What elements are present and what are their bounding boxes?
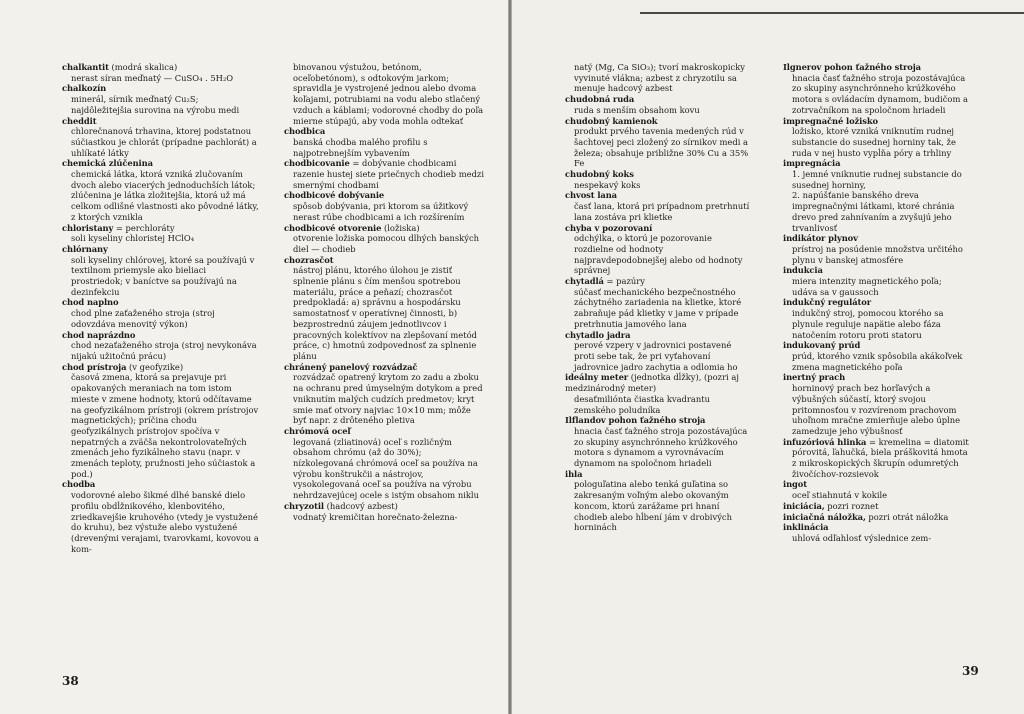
entry-heading bbox=[783, 116, 969, 127]
glossary-entry bbox=[783, 297, 969, 340]
entry-heading bbox=[565, 276, 751, 287]
entry-term: chlórnany bbox=[62, 243, 108, 254]
entry-heading bbox=[62, 62, 260, 73]
entry-qualifier: = pazúry bbox=[603, 276, 645, 287]
glossary-entry bbox=[783, 265, 969, 297]
entry-heading bbox=[284, 426, 484, 437]
glossary-entry bbox=[783, 437, 969, 480]
entry-term: chozrasčot bbox=[284, 254, 334, 265]
glossary-entry bbox=[62, 479, 260, 554]
entry-definition: rozvádzač opatrený krytom zo zadu a zboku na ochranu pred úmyselným dotykom a pred vniknutím malých cudzích predmetov; kryt smie mať otvory najviac 10×10 mm; môže byť napr. z drôteného pletiva bbox=[293, 372, 483, 426]
glossary-entry bbox=[783, 501, 969, 512]
entry-term: chod naprázdno bbox=[62, 329, 136, 340]
glossary-entry bbox=[783, 512, 969, 523]
entry-heading bbox=[284, 158, 484, 169]
entry-definition: desaťmiliónta čiastka kvadrantu zemského poludníka bbox=[574, 393, 710, 415]
glossary-entry bbox=[565, 469, 751, 533]
entry-heading bbox=[62, 83, 260, 94]
entry-definition: vodnatý kremičitan horečnato-železna- bbox=[293, 511, 458, 522]
entry-term: chránený panelový rozvádzač bbox=[284, 361, 418, 372]
entry-qualifier: = dobývanie chodbicami bbox=[349, 158, 457, 169]
left-page-column-2 bbox=[284, 62, 484, 522]
glossary-entry bbox=[783, 340, 969, 372]
entry-definition: chod plne zaťaženého stroja (stroj odovzdáva menovitý výkon) bbox=[71, 308, 215, 329]
entry-definition: prúd, ktorého vznik spôsobila akákoľvek zmena magnetického poľa bbox=[792, 350, 963, 372]
glossary-entry bbox=[62, 62, 260, 83]
entry-heading bbox=[783, 233, 969, 244]
glossary-entry bbox=[783, 158, 969, 233]
entry-term: chrómová oceľ bbox=[284, 425, 351, 436]
entry-definition: soli kyseliny chlórovej, ktoré sa používajú v textilnom priemysle ako bieliaci prostriedok; v baníctve sa používajú na dezinfekciu bbox=[71, 254, 255, 297]
entry-definition: nerast síran meďnatý — CuSO₄ . 5H₂O bbox=[71, 72, 234, 83]
glossary-entry bbox=[565, 190, 751, 222]
entry-term: chod naplno bbox=[62, 297, 119, 308]
entry-heading bbox=[783, 522, 969, 533]
entry-qualifier: (hadcový azbest) bbox=[324, 500, 398, 511]
glossary-entry bbox=[565, 276, 751, 330]
entry-heading bbox=[565, 372, 751, 393]
entry-definition: razenie hustej siete priečnych chodieb medzi smernými chodbami bbox=[293, 169, 484, 190]
entry-definition: horninový prach bez horľavých a výbušných súčastí, ktorý svojou pritomnosťou v rozvírenom prachovom uhoľnom mračne zmierňuje alebo úplne zamedzuje jeho výbušnosť bbox=[792, 383, 961, 436]
entry-qualifier: (modrá skalica) bbox=[108, 62, 178, 72]
glossary-entry bbox=[284, 362, 484, 426]
entry-definition: časová zmena, ktorá sa prejavuje pri opakovaných meraniach na tom istom mieste v zmene hodnoty, ktorú odčítavame na geofyzikálnom prístroji (okrem prístrojov magnetických); príčina chodu geofyzikálnych prístrojov spočíva v nepatrných a zväčša nekontrolovateľných zmenách jeho fyzikálneho stavu (napr. v zmenách teploty, pružnosti jeho súčiastok a pod.) bbox=[71, 372, 259, 479]
glossary-entry bbox=[565, 169, 751, 190]
entry-definition: ložisko, ktoré vzniká vniknutím rudnej substancie do susednej horniny tak, že ruda v nej husto vypĺňa póry a trhliny bbox=[792, 126, 956, 158]
entry-definition: hnacia časť ťažného stroja pozostávajúca zo skupiny asynchrónneho krúžkového motora s dynamom a vyrovnávacím dynamom na spoločnom hriadeli bbox=[574, 425, 748, 469]
entry-heading bbox=[565, 169, 751, 180]
glossary-entry bbox=[284, 62, 484, 126]
entry-heading bbox=[565, 223, 751, 234]
glossary-entry bbox=[62, 83, 260, 115]
entry-term: ihla bbox=[565, 468, 583, 479]
glossary-entry bbox=[284, 190, 484, 222]
entry-term: cheddit bbox=[62, 115, 97, 126]
entry-heading bbox=[783, 340, 969, 351]
glossary-entry bbox=[565, 62, 751, 94]
entry-heading bbox=[284, 255, 484, 266]
entry-heading bbox=[783, 479, 969, 490]
entry-definition: spôsob dobývania, pri ktorom sa úžitkový nerast rúbe chodbicami a ich rozšírením bbox=[293, 201, 469, 222]
entry-definition: legovaná (zliatinová) oceľ s rozličným obsahom chrómu (až do 30%); nízkolegovaná chrómová oceľ sa používa na výrobu konštrukčii a nástrojov, vysokolegovaná oceľ sa používa na výrobu nehrdzavejúcej ocele s istým obsahom niklu bbox=[293, 436, 479, 501]
entry-heading bbox=[284, 501, 484, 512]
entry-definition: miera intenzity magnetického poľa; udáva sa v gaussoch bbox=[792, 276, 942, 297]
glossary-entry bbox=[783, 479, 969, 500]
glossary-entry bbox=[783, 522, 969, 543]
entry-heading bbox=[565, 94, 751, 105]
glossary-entry bbox=[565, 415, 751, 469]
entry-definition: natý (Mg, Ca SiO₃); tvorí makroskopicky vyvinuté vlákna; azbest z chryzotilu sa menuje hadcový azbest bbox=[574, 62, 745, 94]
glossary-entry bbox=[783, 62, 969, 116]
entry-definition: chlorečnanová trhavina, ktorej podstatnou súčiastkou je chlorát (prípadne pachlorát) a uhlíkaté látky bbox=[71, 126, 257, 158]
entry-definition: pórovitá, ľahučká, biela práškovitá hmota z mikroskopických škrupín odumretých živočíchov-rozsievok bbox=[792, 447, 968, 479]
entry-heading bbox=[565, 190, 751, 201]
entry-definition: perové vzpery v jadrovnici postavené proti sebe tak, že pri vyťahovaní jadrovnice jadro zachytia a odlomia ho bbox=[574, 340, 738, 372]
entry-term: chudobný koks bbox=[565, 169, 634, 180]
entry-term: ideálny meter bbox=[565, 372, 629, 383]
entry-qualifier: (jednotka dĺžky), (pozri aj medzinárodný meter) bbox=[565, 372, 739, 394]
entry-definition: oceľ stiahnutá v kokile bbox=[792, 490, 888, 501]
entry-qualifier: = perchloráty bbox=[113, 222, 175, 233]
entry-term: Ilgnerov pohon ťažného stroja bbox=[783, 62, 921, 72]
entry-qualifier: (v geofyzike) bbox=[126, 361, 184, 372]
entry-heading bbox=[783, 501, 969, 512]
entry-definition: otvorenie ložiska pomocou dlhých banských diel — chodieb bbox=[293, 233, 479, 254]
entry-definition: prístroj na posúdenie množstva určitého plynu v banskej atmosfére bbox=[792, 243, 963, 265]
entry-heading bbox=[62, 479, 260, 490]
entry-term: inklinácia bbox=[783, 522, 829, 533]
entry-term: chryzotil bbox=[284, 500, 324, 511]
glossary-entry bbox=[284, 223, 484, 255]
entry-term: iniciačná náložka, bbox=[783, 511, 866, 522]
entry-heading bbox=[62, 223, 260, 234]
entry-definition: minerál, sírnik meďnatý Cu₂S; najdôležitejšia surovina na výrobu medi bbox=[71, 94, 240, 115]
entry-term: chodba bbox=[62, 479, 96, 490]
entry-heading bbox=[62, 330, 260, 341]
entry-definition: odchýlka, o ktorú je pozorovanie rozdielne od hodnoty najpravdepodobnejšej alebo od hodnoty správnej bbox=[574, 233, 743, 276]
glossary-entry bbox=[62, 330, 260, 362]
entry-term: chudobný kamienok bbox=[565, 115, 658, 126]
entry-heading bbox=[783, 62, 969, 73]
glossary-entry bbox=[565, 223, 751, 277]
entry-heading bbox=[783, 437, 969, 448]
entry-term: chytadlá bbox=[565, 276, 604, 287]
entry-term: chudobná ruda bbox=[565, 94, 635, 105]
entry-term: chodbicové otvorenie bbox=[284, 222, 382, 233]
entry-heading bbox=[284, 126, 484, 137]
entry-heading bbox=[62, 297, 260, 308]
glossary-entry bbox=[783, 233, 969, 265]
entry-heading bbox=[284, 223, 484, 234]
entry-heading bbox=[783, 265, 969, 276]
glossary-entry bbox=[284, 126, 484, 158]
entry-term: indukčný regulátor bbox=[783, 297, 872, 308]
glossary-entry bbox=[284, 426, 484, 501]
entry-term: chodbicovanie bbox=[284, 158, 350, 169]
glossary-entry bbox=[62, 297, 260, 329]
entry-definition: nástroj plánu, ktorého úlohou je zistiť splnenie plánu s čím menšou spotrebou materiálu, práce a peňazí; chozrasčot predpokladá: a) správnu a hospodársku samostatnosť v operatívnej činnosti, b) bezprostrednú záujem jednotlivcov i pracovných kolektívov na zlepšovaní metód práce, c) hmotnú zodpovednosť za splnenie plánu bbox=[293, 265, 477, 361]
left-page-column-1 bbox=[62, 62, 260, 554]
entry-term: iniciácia, bbox=[783, 500, 825, 511]
entry-heading bbox=[62, 158, 260, 169]
entry-heading bbox=[565, 415, 751, 426]
entry-definition: uhlová odľahlosť výslednice zem- bbox=[792, 532, 932, 543]
entry-heading bbox=[62, 244, 260, 255]
entry-qualifier: = kremelina = diatomit bbox=[866, 436, 969, 447]
entry-definition: vodorovné alebo šikmé dlhé banské dielo profilu obdĺžnikového, klenbovitého, zriedkavejšie kruhového (vtedy je vystužené do kruhu), bez výstuže alebo vystužené (drevenými verajami, tvarovkami, kovovou a kom- bbox=[71, 490, 259, 554]
glossary-entry bbox=[62, 116, 260, 159]
glossary-entry bbox=[565, 94, 751, 115]
entry-definition: chemická látka, ktorá vzniká zlučovaním dvoch alebo viacerých jednoduchších látok; zlúčenina je látka zložitejšia, ktorá už má celkom odlišné vlastnosti ako pôvodné látky, z ktorých vznikla bbox=[71, 169, 259, 222]
entry-term: impregnačné ložisko bbox=[783, 115, 878, 126]
entry-definition: chod nezaťaženého stroja (stroj nevykonáva nijakú užitočnú prácu) bbox=[71, 340, 257, 361]
entry-heading bbox=[284, 362, 484, 373]
entry-definition: produkt prvého tavenia medených rúd v šachtovej peci zložený zo sírnikov medi a železa; obsahuje približne 30% Cu a 35% Fe bbox=[574, 126, 749, 169]
entry-heading bbox=[284, 190, 484, 201]
entry-definition: binovanou výstužou, betónom, oceľobetónom), s odtokovým jarkom; spravidla je vystrojené jednou alebo dvoma koľajami, potrubiami na vodu alebo stlačený vzduch a káblami; vodorovné chodby do poľa mierne stúpajú, aby voda mohla odtekať bbox=[293, 62, 484, 126]
entry-definition: časť lana, ktorá pri prípadnom pretrhnutí lana zostáva pri klietke bbox=[574, 201, 750, 222]
glossary-entry bbox=[783, 372, 969, 436]
entry-definition: banská chodba malého profilu s najpotrebnejším vybavením bbox=[293, 136, 428, 158]
entry-definition: ruda s menším obsahom kovu bbox=[574, 104, 700, 115]
book-gutter bbox=[508, 0, 512, 714]
entry-term: chloristany bbox=[62, 222, 114, 233]
entry-qualifier: pozri roznet bbox=[824, 500, 879, 511]
entry-term: indukovaný prúd bbox=[783, 340, 861, 351]
entry-heading bbox=[565, 330, 751, 341]
entry-term: ingot bbox=[783, 479, 807, 490]
entry-definition: indukčný stroj, pomocou ktorého sa plynule reguluje napätie alebo fáza natočením rotoru proti statoru bbox=[792, 308, 944, 340]
entry-term: indikátor plynov bbox=[783, 233, 858, 244]
entry-definition: soli kyseliny chloristej HClO₄ bbox=[71, 233, 195, 244]
glossary-entry bbox=[62, 362, 260, 480]
entry-definition: nespekavý koks bbox=[574, 179, 641, 190]
entry-term: chod prístroja bbox=[62, 361, 127, 372]
glossary-entry bbox=[783, 116, 969, 159]
entry-term: chodbicové dobývanie bbox=[284, 190, 385, 201]
entry-definition: hnacia časť ťažného stroja pozostávajúca zo skupiny asynchrónneho krúžkového motora s ovládacím dynamom, budičom a zotrvačníkom na spoločnom hriadeli bbox=[792, 72, 968, 115]
entry-term: chalkantit bbox=[62, 62, 109, 72]
entry-heading bbox=[62, 116, 260, 127]
right-page-column-2 bbox=[783, 62, 969, 544]
entry-heading bbox=[783, 297, 969, 308]
glossary-entry bbox=[62, 158, 260, 222]
right-page-column-1 bbox=[565, 62, 751, 533]
entry-term: chemická zlúčenina bbox=[62, 158, 153, 169]
glossary-entry bbox=[284, 501, 484, 522]
entry-term: chyba v pozorovaní bbox=[565, 222, 653, 233]
entry-term: infuzóriová hlinka bbox=[783, 436, 867, 447]
glossary-entry bbox=[62, 244, 260, 298]
entry-term: chytadlo jadra bbox=[565, 329, 631, 340]
entry-heading bbox=[565, 469, 751, 480]
entry-heading bbox=[62, 362, 260, 373]
entry-definition: súčasť mechanického bezpečnostného záchytného zariadenia na klietke, ktoré zabraňuje pád klietky v jame v prípade pretrhnutia jamového lana bbox=[574, 286, 742, 329]
page-number-right: 39 bbox=[962, 664, 979, 678]
entry-qualifier: (ložiska) bbox=[381, 222, 420, 233]
entry-term: inertný prach bbox=[783, 372, 846, 383]
entry-term: chodbica bbox=[284, 126, 326, 137]
entry-term: Ilflandov pohon ťažného stroja bbox=[565, 415, 706, 426]
entry-heading bbox=[783, 512, 969, 523]
top-rule bbox=[640, 12, 1024, 14]
glossary-entry bbox=[565, 330, 751, 373]
glossary-entry bbox=[565, 372, 751, 415]
entry-qualifier: pozri otrát náložka bbox=[865, 511, 949, 522]
glossary-entry bbox=[565, 116, 751, 170]
entry-heading bbox=[565, 116, 751, 127]
entry-term: chvost lana bbox=[565, 190, 617, 201]
entry-term: indukcia bbox=[783, 265, 823, 276]
entry-definition: pologuľatina alebo tenká guľatina so zakresaným voľným alebo okovaným koncom, ktorú zarážame pri hnaní chodieb alebo hĺbení jám v drobivých horninách bbox=[574, 479, 732, 533]
entry-heading bbox=[783, 372, 969, 383]
glossary-entry bbox=[284, 255, 484, 362]
entry-heading bbox=[783, 158, 969, 169]
entry-term: chalkozín bbox=[62, 83, 107, 94]
glossary-entry bbox=[62, 223, 260, 244]
page-number-left: 38 bbox=[62, 674, 79, 688]
glossary-entry bbox=[284, 158, 484, 190]
entry-definition: 1. jemné vniknutie rudnej substancie do susednej horniny, 2. napúšťanie banského dreva impregnačnými látkami, ktoré chránia drevo pred zahnívaním a zvyšujú jeho trvanlivosť bbox=[792, 169, 962, 233]
entry-term: impregnácia bbox=[783, 158, 841, 169]
